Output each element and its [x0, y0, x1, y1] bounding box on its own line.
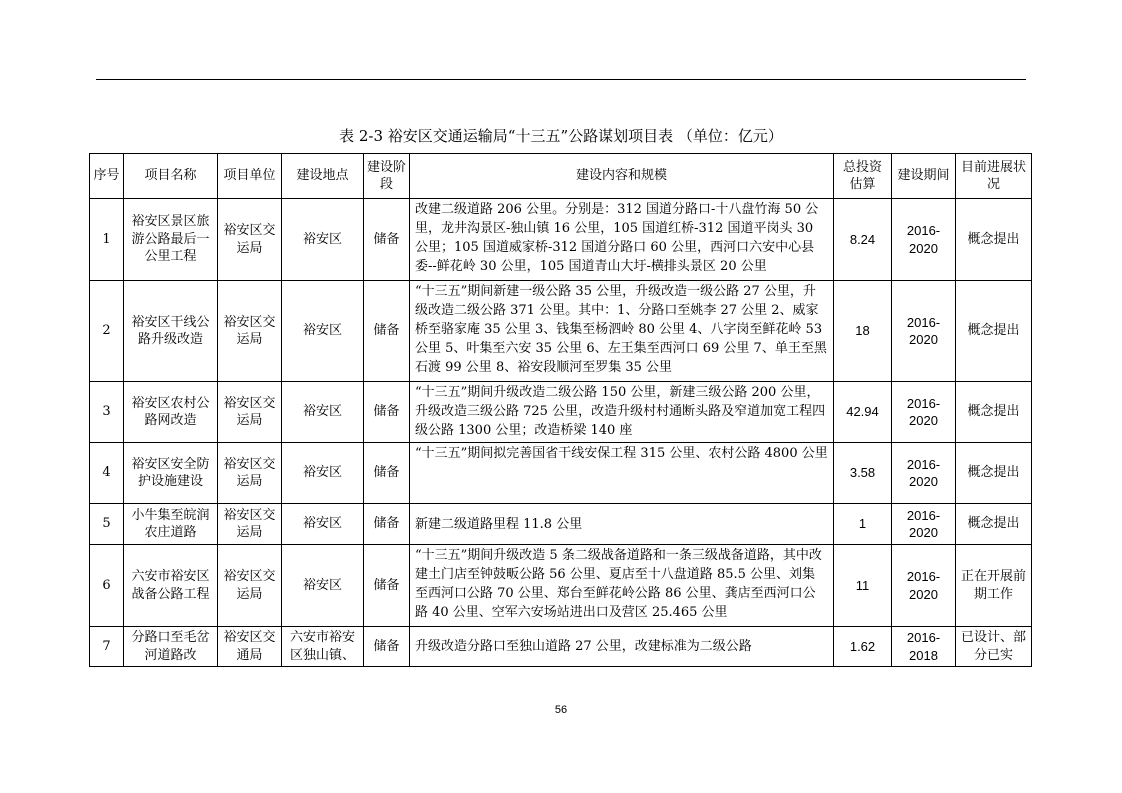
- table-row: [90, 443, 1032, 504]
- header-investment: 总投资估算: [834, 154, 892, 199]
- table-row: [90, 281, 1032, 382]
- cell-name: 裕安区安全防护设施建设: [124, 443, 218, 504]
- cell-progress: 概念提出: [956, 443, 1032, 504]
- cell-content: “十三五”期间升级改造 5 条二级战备道路和一条三级战备道路，其中改建土门店至钟鼓畈公路 56 公里、夏店至十八盘道路 85.5 公里、刘集至西河口公路 70 公里、郑台至鲜花岭公路 86 公里、龚店至西河口公路 40 公里、空军六安场站进出口及营区 25.465 公里: [410, 545, 834, 627]
- table-title: 表 2-3 裕安区交通运输局“十三五”公路谋划项目表 （单位：亿元）: [339, 127, 783, 145]
- cell-stage: 储备: [364, 627, 410, 667]
- cell-location: 裕安区: [282, 443, 364, 504]
- cell-name: 裕安区景区旅游公路最后一公里工程: [124, 199, 218, 281]
- cell-progress: 概念提出: [956, 199, 1032, 281]
- cell-content: 新建二级道路里程 11.8 公里: [410, 504, 834, 545]
- header-progress: 目前进展状 况: [956, 154, 1032, 199]
- cell-seq: 3: [90, 382, 124, 443]
- cell-location: 裕安区: [282, 545, 364, 627]
- cell-stage: 储备: [364, 281, 410, 382]
- table-row: [90, 545, 1032, 627]
- cell-investment: 42.94: [834, 382, 892, 443]
- cell-location: 六安市裕安区独山镇、: [282, 627, 364, 667]
- cell-content: 升级改造分路口至独山道路 27 公里，改建标准为二级公路: [410, 627, 834, 667]
- header-name: 项目名称: [124, 154, 218, 199]
- cell-unit: 裕安区交通局: [218, 627, 282, 667]
- cell-seq: 5: [90, 504, 124, 545]
- cell-name: 裕安区农村公路网改造: [124, 382, 218, 443]
- cell-name: 分路口至毛岔河道路改: [124, 627, 218, 667]
- cell-investment: 8.24: [834, 199, 892, 281]
- cell-investment: 3.58: [834, 443, 892, 504]
- cell-period: 2016-2018: [892, 627, 956, 667]
- cell-period: 2016-2020: [892, 443, 956, 504]
- header-unit: 项目单位: [218, 154, 282, 199]
- cell-name: 小牛集至皖润农庄道路: [124, 504, 218, 545]
- cell-progress: 已设计、部分已实: [956, 627, 1032, 667]
- cell-location: 裕安区: [282, 382, 364, 443]
- table-row: [90, 627, 1032, 667]
- cell-progress: 概念提出: [956, 281, 1032, 382]
- cell-location: 裕安区: [282, 199, 364, 281]
- cell-location: 裕安区: [282, 281, 364, 382]
- cell-progress: 正在开展前期工作: [956, 545, 1032, 627]
- cell-seq: 1: [90, 199, 124, 281]
- header-stage: 建设阶段: [364, 154, 410, 199]
- cell-period: 2016-2020: [892, 199, 956, 281]
- header-row: [90, 154, 1032, 199]
- cell-stage: 储备: [364, 443, 410, 504]
- cell-content: “十三五”期间新建一级公路 35 公里，升级改造一级公路 27 公里，升级改造二级公路 371 公里。其中：1、分路口至姚李 27 公里 2、威家桥至骆家庵 35 公里 3、钱集至杨泗岭 80 公里 4、八字岗至鲜花岭 53 公里 5、叶集至六安 35 公里 6、左王集至西河口 69 公里 7、单王至黑石渡 99 公里 8、裕安段顺河至罗集 35 公里: [410, 281, 834, 382]
- header-seq: 序号: [90, 154, 124, 199]
- cell-unit: 裕安区交运局: [218, 199, 282, 281]
- table-row: [90, 199, 1032, 281]
- cell-period: 2016-2020: [892, 504, 956, 545]
- cell-period: 2016-2020: [892, 281, 956, 382]
- cell-period: 2016-2020: [892, 382, 956, 443]
- cell-unit: 裕安区交运局: [218, 545, 282, 627]
- cell-unit: 裕安区交运局: [218, 443, 282, 504]
- header-location: 建设地点: [282, 154, 364, 199]
- cell-unit: 裕安区交运局: [218, 382, 282, 443]
- cell-content: 改建二级道路 206 公里。分别是：312 国道分路口-十八盘竹海 50 公里，龙井沟景区-独山镇 16 公里，105 国道红桥-312 国道平岗头 30 公里；105 国道威家桥-312 国道分路口 60 公里，西河口六安中心县委--鲜花岭 30 公里，105 国道青山大圩-横排头景区 20 公里: [410, 199, 834, 281]
- cell-stage: 储备: [364, 504, 410, 545]
- cell-name: 裕安区干线公路升级改造: [124, 281, 218, 382]
- page-number: 56: [554, 704, 568, 716]
- table-row: [90, 382, 1032, 443]
- cell-stage: 储备: [364, 199, 410, 281]
- cell-investment: 1.62: [834, 627, 892, 667]
- header-rule: [96, 79, 1026, 80]
- header-content: 建设内容和规模: [410, 154, 834, 199]
- cell-name: 六安市裕安区战备公路工程: [124, 545, 218, 627]
- cell-seq: 6: [90, 545, 124, 627]
- cell-stage: 储备: [364, 382, 410, 443]
- cell-unit: 裕安区交运局: [218, 504, 282, 545]
- cell-investment: 11: [834, 545, 892, 627]
- cell-content: “十三五”期间升级改造二级公路 150 公里，新建三级公路 200 公里，升级改造三级公路 725 公里，改造升级村村通断头路及窄道加宽工程四级公路 1300 公里；改造桥梁 140 座: [410, 382, 834, 443]
- cell-seq: 7: [90, 627, 124, 667]
- cell-unit: 裕安区交运局: [218, 281, 282, 382]
- cell-content: “十三五”期间拟完善国省干线安保工程 315 公里、农村公路 4800 公里: [410, 443, 834, 504]
- cell-investment: 18: [834, 281, 892, 382]
- cell-location: 裕安区: [282, 504, 364, 545]
- cell-progress: 概念提出: [956, 504, 1032, 545]
- cell-progress: 概念提出: [956, 382, 1032, 443]
- table-row: [90, 504, 1032, 545]
- cell-period: 2016-2020: [892, 545, 956, 627]
- cell-seq: 4: [90, 443, 124, 504]
- cell-seq: 2: [90, 281, 124, 382]
- cell-stage: 储备: [364, 545, 410, 627]
- header-period: 建设期间: [892, 154, 956, 199]
- cell-investment: 1: [834, 504, 892, 545]
- project-table: [89, 153, 1032, 667]
